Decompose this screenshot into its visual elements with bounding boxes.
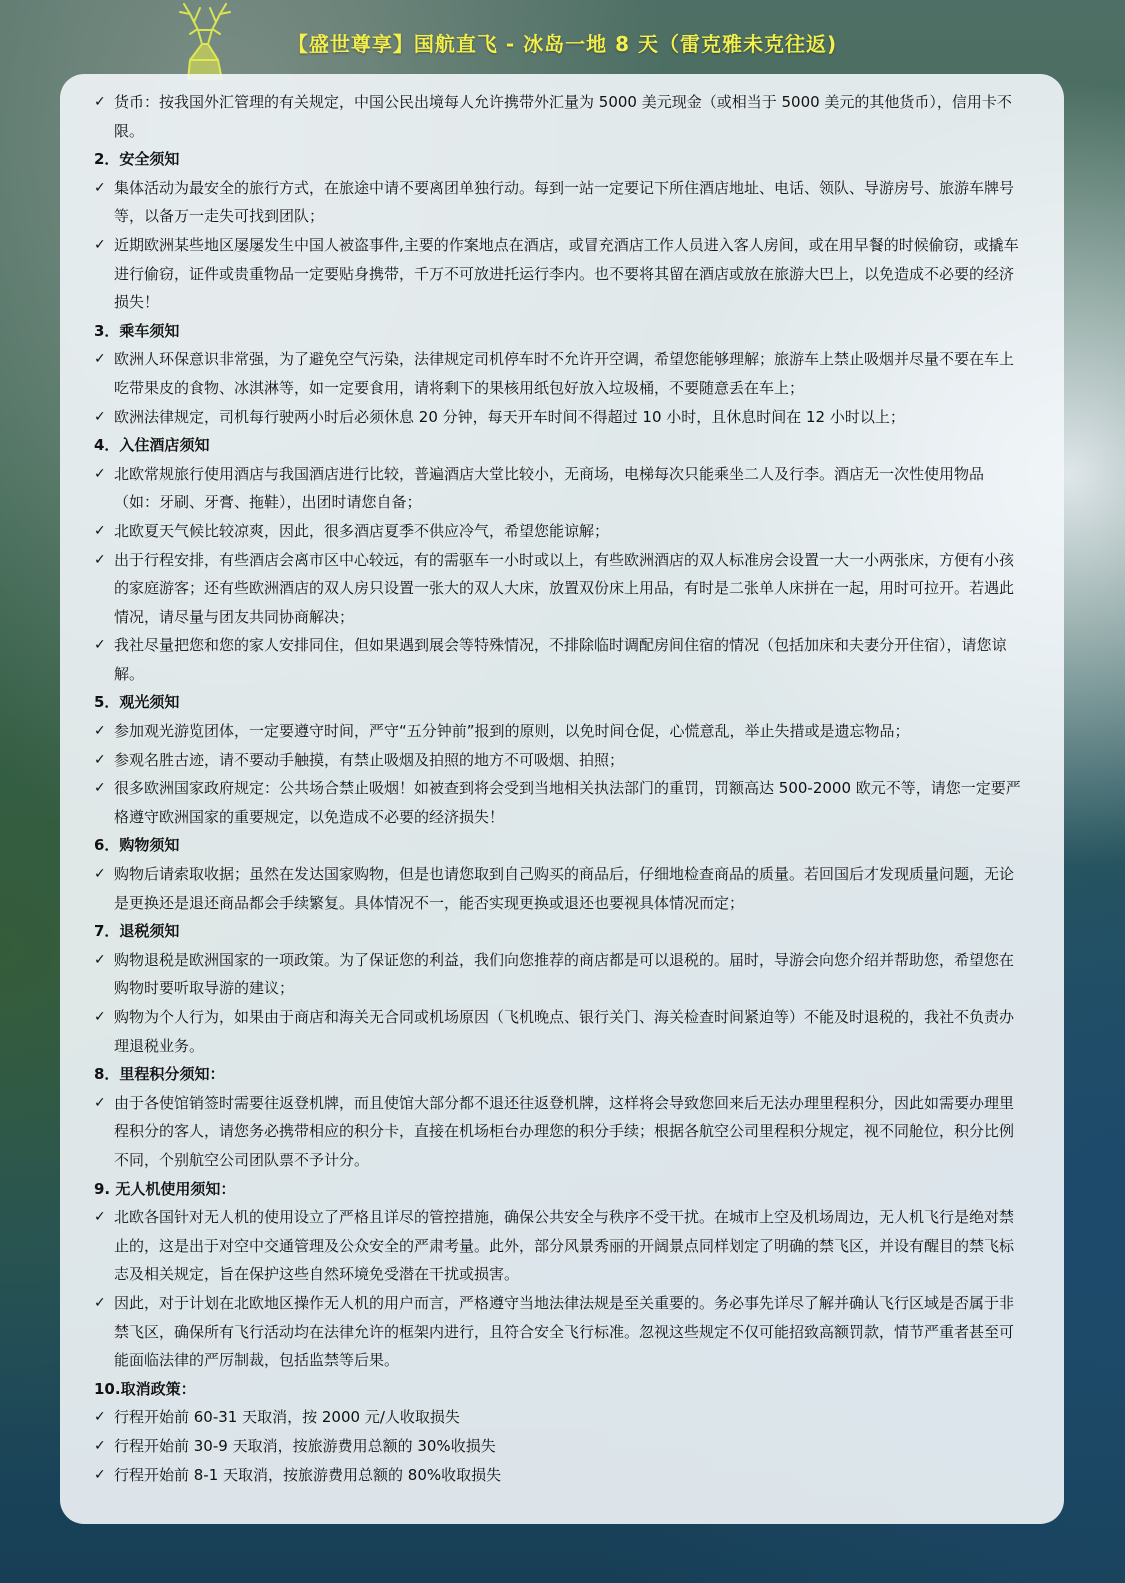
section-heading: 3．乘车须知 <box>94 321 180 340</box>
check-icon: ✓ <box>94 522 106 539</box>
list-item <box>92 1432 1024 1461</box>
list-item-text: 因此，对于计划在北欧地区操作无人机的用户而言，严格遵守当地法律法规是至关重要的。务必事先详尽了解并确认飞行区域是否属于非禁飞区，确保所有飞行活动均在法律允许的框架内进行，且符合安全飞行标准。忽视这些规定不仅可能招致高额罚款，情节严重者甚至可能面临法律的严厉制裁，包括监禁等后果。 <box>114 1293 1015 1370</box>
check-icon: ✓ <box>94 866 106 883</box>
list-item <box>92 345 1024 402</box>
check-icon: ✓ <box>94 637 106 654</box>
section-heading: 10.取消政策： <box>94 1379 196 1398</box>
list-item <box>92 231 1024 317</box>
check-icon: ✓ <box>94 94 106 110</box>
check-icon: ✓ <box>94 1466 106 1483</box>
check-icon: ✓ <box>94 1209 106 1226</box>
section-heading: 2．安全须知 <box>94 150 180 169</box>
list-item-text: 货币：按我国外汇管理的有关规定，中国公民出境每人允许携带外汇量为 5000 美元现金（或相当于 5000 美元的其他货币），信用卡不限。 <box>114 93 1012 140</box>
list-item-text: 出于行程安排，有些酒店会离市区中心较远，有的需驱车一小时或以上，有些欧洲酒店的双人标准房会设置一大一小两张床，方便有小孩的家庭游客；还有些欧洲酒店的双人房只设置一张大的双人大床，放置双份床上用品，有时是二张单人床拼在一起，用时可拉开。若遇此情况，请尽量与团友共同协商解决； <box>114 550 1015 626</box>
list-item-text: 由于各使馆销签时需要往返登机牌，而且使馆大部分都不退还往返登机牌，这样将会导致您回来后无法办理里程积分，因此如需要办理里程积分的客人，请您务必携带相应的积分卡，直接在机场柜台办理您的积分手续；根据各航空公司里程积分规定，视不同舱位，积分比例不同，个别航空公司团队票不予计分。 <box>114 1093 1015 1169</box>
list-item-text: 北欧夏天气候比较凉爽，因此，很多酒店夏季不供应冷气，希望您能谅解； <box>114 521 610 540</box>
section-heading: 6．购物须知 <box>94 836 180 855</box>
check-icon: ✓ <box>94 1409 106 1426</box>
list-item-text: 欧洲人环保意识非常强，为了避免空气污染，法律规定司机停车时不允许开空调，希望您能够理解；旅游车上禁止吸烟并尽量不要在车上吃带果皮的食物、冰淇淋等，如一定要食用，请将剩下的果核用纸包好放入垃圾桶，不要随意丢在车上； <box>114 350 1015 397</box>
list-item-text: 购物后请索取收据；虽然在发达国家购物，但是也请您取到自己购买的商品后，仔细地检查商品的质量。若回国后才发现质量问题，无论是更换还是退还商品都会手续繁复。具体情况不一，能否实现更换或退还也要视具体情况而定； <box>114 865 1015 912</box>
check-icon: ✓ <box>94 236 106 253</box>
list-item-text: 行程开始前 30-9 天取消，按旅游费用总额的 30%收损失 <box>114 1436 496 1455</box>
list-item <box>92 631 1024 688</box>
check-icon: ✓ <box>94 951 106 968</box>
list-item-text: 很多欧洲国家政府规定：公共场合禁止吸烟！如被查到将会受到当地相关执法部门的重罚，罚额高达 500-2000 欧元不等，请您一定要严格遵守欧洲国家的重要规定，以免造成不必要的经济损失！ <box>114 779 1021 826</box>
check-icon: ✓ <box>94 1437 106 1454</box>
list-item-text: 购物退税是欧洲国家的一项政策。为了保证您的利益，我们向您推荐的商店都是可以退税的。届时，导游会向您介绍并帮助您，希望您在购物时要听取导游的建议； <box>114 950 1015 998</box>
check-icon: ✓ <box>94 1294 106 1311</box>
list-item <box>92 1003 1024 1060</box>
list-item <box>92 717 1024 746</box>
check-icon: ✓ <box>94 465 106 482</box>
list-item-text: 我社尽量把您和您的家人安排同住，但如果遇到展会等特殊情况，不排除临时调配房间住宿的情况（包括加床和夫妻分开住宿），请您谅解。 <box>114 636 1007 683</box>
page-title: 【盛世尊享】国航直飞 - 冰岛一地 8 天（雷克雅未克往返) <box>287 32 838 56</box>
check-icon: ✓ <box>94 408 106 425</box>
list-item <box>92 1203 1024 1289</box>
list-item <box>92 546 1024 632</box>
check-icon: ✓ <box>94 1009 106 1025</box>
check-icon: ✓ <box>94 1094 106 1111</box>
check-icon: ✓ <box>94 179 106 196</box>
list-item-text: 近期欧洲某些地区屡屡发生中国人被盗事件,主要的作案地点在酒店，或冒充酒店工作人员进入客人房间，或在用早餐的时候偷窃，或撬车进行偷窃，证件或贵重物品一定要贴身携带，千万不可放进托运行李内。也不要将其留在酒店或放在旅游大巴上，以免造成不必要的经济损失！ <box>114 235 1019 312</box>
section-heading: 8．里程积分须知： <box>94 1065 225 1084</box>
list-item <box>92 88 1024 145</box>
info-panel <box>60 74 1064 1524</box>
list-item-text: 参观名胜古迹，请不要动手触摸，有禁止吸烟及拍照的地方不可吸烟、拍照； <box>114 750 625 769</box>
check-icon: ✓ <box>94 723 106 740</box>
list-item <box>92 946 1024 1003</box>
list-item <box>92 403 1024 432</box>
check-icon: ✓ <box>94 351 106 368</box>
check-icon: ✓ <box>94 780 106 797</box>
list-item-text: 集体活动为最安全的旅行方式，在旅途中请不要离团单独行动。每到一站一定要记下所住酒店地址、电话、领队、导游房号、旅游车牌号等，以备万一走失可找到团队； <box>114 178 1015 226</box>
list-item-text: 参加观光游览团体，一定要遵守时间，严守“五分钟前”报到的原则，以免时间仓促，心慌意乱，举止失措或是遗忘物品； <box>114 722 910 741</box>
list-item <box>92 746 1024 775</box>
list-item <box>92 1289 1024 1375</box>
list-item-text: 行程开始前 8-1 天取消，按旅游费用总额的 80%收取损失 <box>114 1465 502 1484</box>
section-heading: 9. 无人机使用须知： <box>94 1179 236 1198</box>
list-item <box>92 174 1024 231</box>
list-item <box>92 1461 1024 1490</box>
list-item <box>92 460 1024 517</box>
list-item-text: 北欧各国针对无人机的使用设立了严格且详尽的管控措施，确保公共安全与秩序不受干扰。在城市上空及机场周边，无人机飞行是绝对禁止的，这是出于对空中交通管理及公众安全的严肃考量。此外，部分风景秀丽的开阔景点同样划定了明确的禁飞区，并设有醒目的禁飞标志及相关规定，旨在保护这些自然环境免受潜在干扰或损害。 <box>114 1208 1015 1284</box>
list-item <box>92 860 1024 917</box>
list-item <box>92 517 1024 546</box>
section-heading: 5．观光须知 <box>94 693 180 712</box>
list-item <box>92 1403 1024 1432</box>
list-item-text: 欧洲法律规定，司机每行驶两小时后必须休息 20 分钟，每天开车时间不得超过 10 小时，且休息时间在 12 小时以上； <box>114 407 905 426</box>
section-heading: 4．入住酒店须知 <box>94 436 210 455</box>
list-item-text: 购物为个人行为，如果由于商店和海关无合同或机场原因（飞机晚点、银行关门、海关检查时间紧迫等）不能及时退税的，我社不负责办理退税业务。 <box>114 1008 1015 1055</box>
check-icon: ✓ <box>94 751 106 768</box>
section-heading: 7．退税须知 <box>94 922 180 941</box>
list-item-text: 行程开始前 60-31 天取消，按 2000 元/人收取损失 <box>114 1408 460 1427</box>
list-item <box>92 1089 1024 1175</box>
list-item-text: 北欧常规旅行使用酒店与我国酒店进行比较，普遍酒店大堂比较小，无商场，电梯每次只能乘坐二人及行李。酒店无一次性使用物品（如：牙刷、牙膏、拖鞋），出团时请您自备； <box>114 464 985 512</box>
list-item <box>92 774 1024 831</box>
check-icon: ✓ <box>94 551 106 568</box>
